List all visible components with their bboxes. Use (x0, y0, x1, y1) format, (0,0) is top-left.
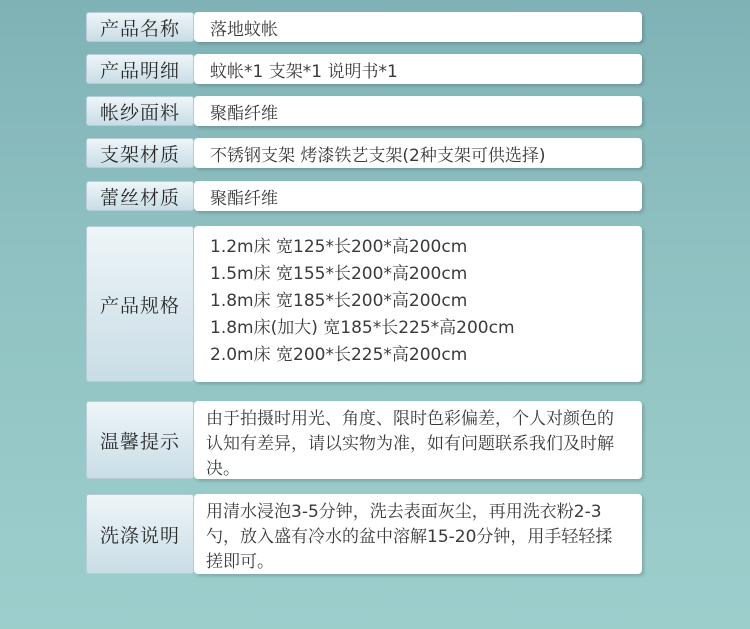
spec-line: 2.0m床 宽200*长225*高200cm (210, 345, 468, 365)
row-product-name (86, 12, 642, 42)
label-product-detail: 产品明细 (86, 54, 194, 84)
row-tip (86, 401, 642, 479)
spec-line: 1.2m床 宽125*长200*高200cm (210, 237, 468, 257)
row-frame-material (86, 138, 642, 168)
label-lace-material: 蕾丝材质 (86, 181, 194, 211)
value-tip: 由于拍摄时用光、角度、限时色彩偏差，个人对颜色的认知有差异，请以实物为准，如有问题联系我们及时解决。 (194, 401, 642, 479)
spec-line: 1.8m床(加大) 宽185*长225*高200cm (210, 318, 515, 338)
value-product-detail: 蚊帐*1 支架*1 说明书*1 (194, 54, 642, 84)
value-product-name: 落地蚊帐 (194, 12, 642, 42)
label-spec: 产品规格 (86, 226, 194, 382)
spec-line: 1.8m床 宽185*长200*高200cm (210, 291, 468, 311)
value-wash: 用清水浸泡3-5分钟，洗去表面灰尘，再用洗衣粉2-3勺，放入盛有冷水的盆中溶解15-20分钟，用手轻轻揉搓即可。 (194, 494, 642, 574)
row-wash (86, 494, 642, 574)
label-fabric: 帐纱面料 (86, 96, 194, 126)
value-fabric: 聚酯纤维 (194, 96, 642, 126)
label-wash: 洗涤说明 (86, 494, 194, 574)
value-frame-material: 不锈钢支架 烤漆铁艺支架(2种支架可供选择) (194, 138, 642, 168)
row-lace-material (86, 181, 642, 211)
row-spec (86, 226, 642, 382)
value-spec (194, 226, 642, 382)
label-product-name: 产品名称 (86, 12, 194, 42)
row-product-detail (86, 54, 642, 84)
label-frame-material: 支架材质 (86, 138, 194, 168)
row-fabric (86, 96, 642, 126)
value-lace-material: 聚酯纤维 (194, 181, 642, 211)
spec-line: 1.5m床 宽155*长200*高200cm (210, 264, 468, 284)
label-tip: 温馨提示 (86, 401, 194, 479)
